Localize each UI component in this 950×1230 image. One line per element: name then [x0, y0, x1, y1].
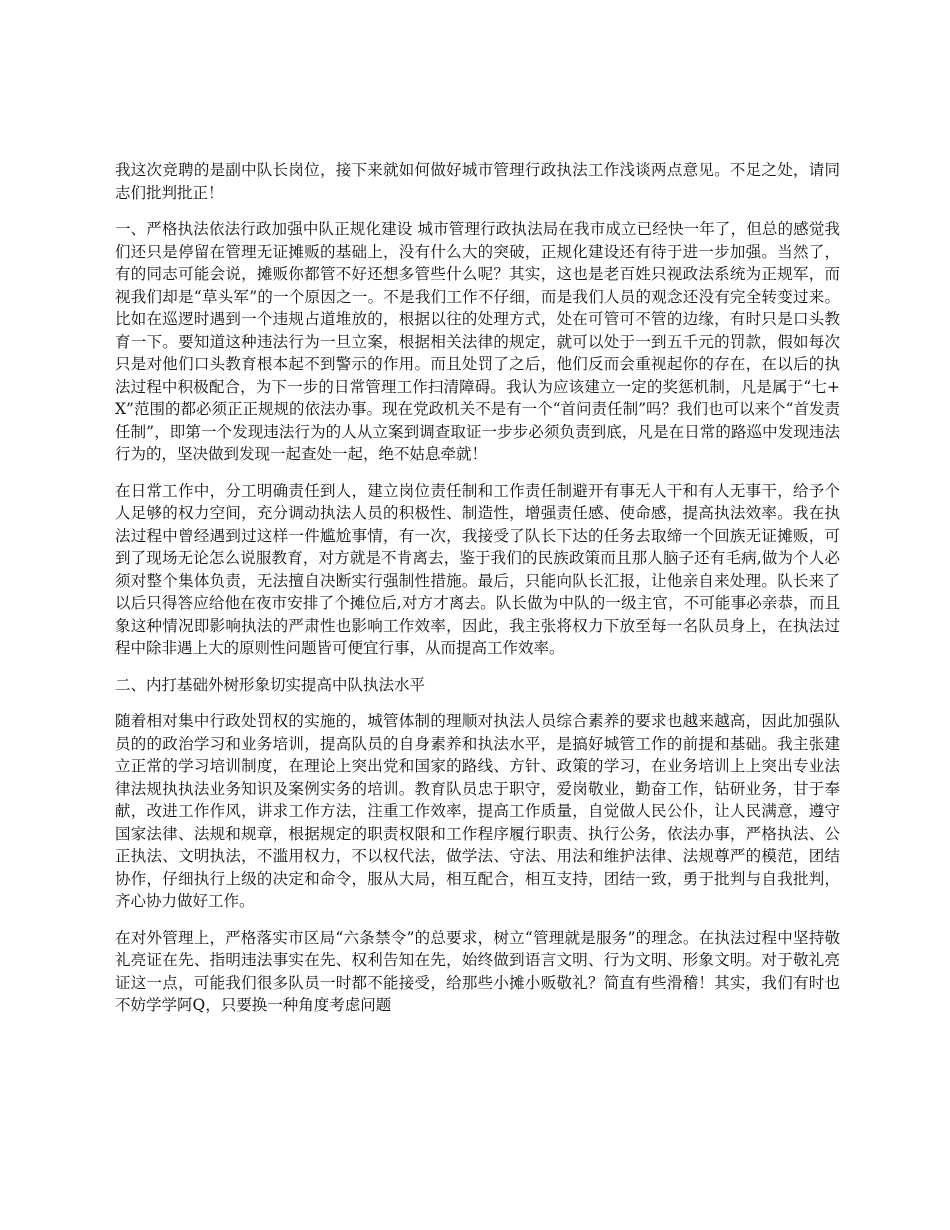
document-body [115, 159, 840, 1031]
intro-paragraph: 我这次竞聘的是副中队长岗位，接下来就如何做好城市管理行政执法工作浅谈两点意见。不足之处，请同志们批判批正！ [115, 161, 840, 202]
section-one-paragraph: 一、严格执法依法行政加强中队正规化建设 城市管理行政执法局在我市成立已经快一年了，但总的感觉我们还只是停留在管理无证摊贩的基础上，没有什么大的突破，正规化建设还有待于进一步加强。当然了，有的同志可能会说，摊贩你都管不好还想多管些什么呢？其实，这也是老百姓只视政法系统为正规军，而视我们却是“草头军”的一个原因之一。不是我们工作不仔细，而是我们人员的观念还没有完全转变过来。比如在巡逻时遇到一个违规占道堆放的，根据以往的处理方式，处在可管可不管的边缘，有时只是口头教育一下。要知道这种违法行为一旦立案，根据相关法律的规定，就可以处于一到五千元的罚款，假如每次只是对他们口头教育根本起不到警示的作用。而且处罚了之后，他们反而会重视起你的存在，在以后的执法过程中积极配合，为下一步的日常管理工作扫清障碍。我认为应该建立一定的奖惩机制，凡是属于“七+X”范围的都必须正正规规的依法办事。现在党政机关不是有一个“首问责任制”吗？我们也可以来个“首发责任制”，即第一个发现违法行为的人从立案到调查取证一步步必须负责到底，凡是在日常的路巡中发现违法行为的，坚决做到发现一起查处一起，绝不姑息牵就！ [115, 220, 840, 463]
section-two-heading: 二、内打基础外树形象切实提高中队执法水平 [115, 675, 426, 694]
daily-work-paragraph: 在日常工作中，分工明确责任到人，建立岗位责任制和工作责任制避开有事无人干和有人无事干，给予个人足够的权力空间，充分调动执法人员的积极性、制造性，增强责任感、使命感，提高执法效率。我在执法过程中曾经遇到过这样一件尴尬事情，有一次，我接受了队长下达的任务去取缔一个回族无证摊贩，可到了现场无论怎么说服教育，对方就是不肯离去，鉴于我们的民族政策而且那人脑子还有毛病,做为个人必须对整个集体负责，无法擅自决断实行强制性措施。最后，只能向队长汇报，让他亲自来处理。队长来了以后只得答应给他在夜市安排了个摊位后,对方才离去。队长做为中队的一级主官，不可能事必亲恭，而且象这种情况即影响执法的严肃性也影响工作效率，因此，我主张将权力下放至每一名队员身上，在执法过程中除非遇上大的原则性问题皆可便宜行事，从而提高工作效率。 [115, 481, 840, 657]
training-paragraph: 随着相对集中行政处罚权的实施的，城管体制的理顺对执法人员综合素养的要求也越来越高，因此加强队员的的政治学习和业务培训，提高队员的自身素养和执法水平，是搞好城管工作的前提和基础。我主张建立正常的学习培训制度，在理论上突出党和国家的路线、方针、政策的学习，在业务培训上上突出专业法律法规执执法业务知识及案例实务的培训。教育队员忠于职守，爱岗敬业，勤奋工作，钻研业务，甘于奉献，改进工作作风，讲求工作方法，注重工作效率，提高工作质量，自觉做人民公仆，让人民满意，遵守国家法律、法规和规章，根据规定的职责权限和工作程序履行职责、执行公务，依法办事，严格执法、公正执法、文明执法，不滥用权力，不以权代法，做学法、守法、用法和维护法律、法规尊严的模范，团结协作，仔细执行上级的决定和命令，服从大局，相互配合，相互支持，团结一致，勇于批判与自我批判，齐心协力做好工作。 [115, 712, 840, 910]
external-management-paragraph: 在对外管理上，严格落实市区局“六条禁令”的总要求，树立“管理就是服务”的理念。在执法过程中坚持敬礼亮证在先、指明违法事实在先、权利告知在先，始终做到语言文明、行为文明、形象文明。对于敬礼亮证这一点，可能我们很多队员一时都不能接受，给那些小摊小贩敬礼？简直有些滑稽！其实，我们有时也不妨学学阿Q，只要换一种角度考虑问题 [115, 928, 840, 1014]
